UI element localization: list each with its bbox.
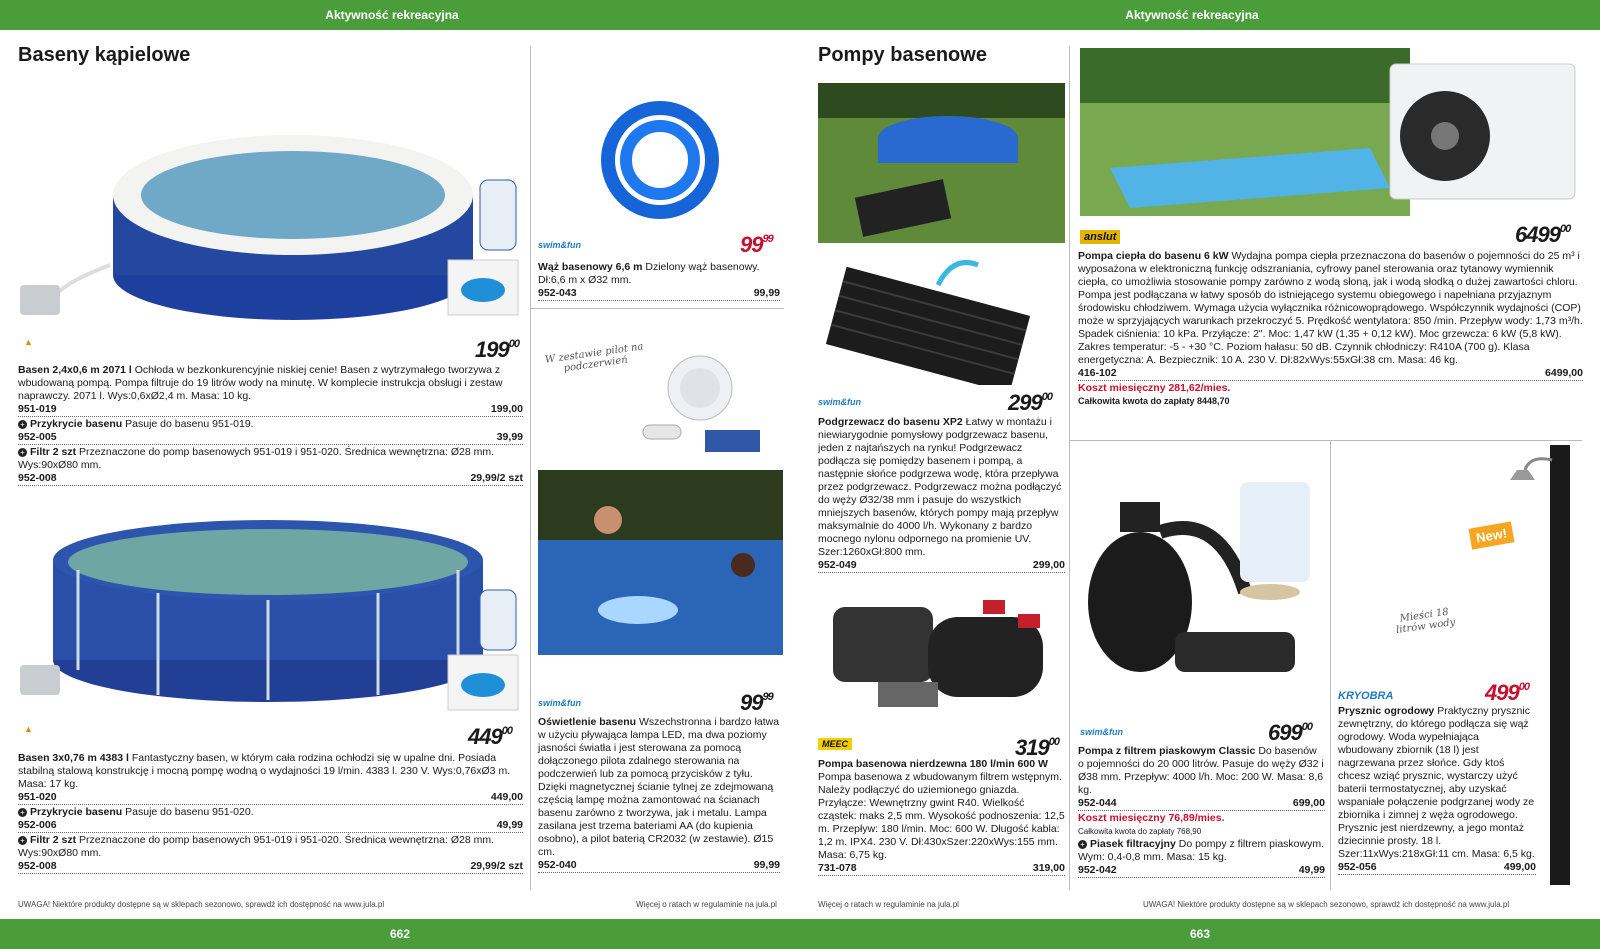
monthly-cost: Koszt miesięczny 281,62/mies.	[1078, 382, 1231, 394]
footer-note: UWAGA! Niektóre produkty dostępne są w sklepach sezonowo, sprawdź ich dostępność na www.jula.pl	[18, 900, 385, 909]
price-tag: $319^{00}$	[1015, 735, 1059, 760]
handwritten-note: W zestawie pilot na podczerwień	[544, 341, 645, 375]
kryobra-logo: KRYOBRA	[1338, 690, 1394, 702]
pool-garden-photo	[1080, 48, 1410, 216]
solar-heater-image	[818, 250, 1038, 385]
page-title-right: Pompy basenowe	[818, 44, 987, 66]
price-tag: 6499$^{00}$	[1515, 222, 1571, 247]
handwritten-note: Mieści 18 litrów wody	[1395, 606, 1457, 637]
bestway-logo: ▲	[24, 337, 33, 347]
product-info: Basen 3x0,76 m 4383 l Fantastyczny basen, w którym cała rodzina ochłodzi się w upalne dni. Posiada stabilną stalową konstrukcję i mocną pompę wodną o wydajności 19 l/min. 4383 l. 230 V. Wys:0,76xØ3 m. Masa: 17 kg. 951-020 449,00 + Przykrycie basenu Pasuje do basenu 951-020. 952-006 49,99 + Filtr 2 szt Przeznaczone do pomp basenowych 951-019 i 951-020. Średnica wewnętrzna: Ø28 mm. Wys:90xØ80 mm. 952-008 29,99/2 szt	[18, 752, 523, 872]
footer-note: UWAGA! Niektóre produkty dostępne są w sklepach sezonowo, sprawdź ich dostępność na www.jula.pl	[1143, 900, 1510, 909]
page-number-left: 662	[389, 927, 411, 941]
price-tag: $99^{99}$	[740, 232, 773, 257]
price-tag: $99^{99}$	[740, 690, 773, 715]
led-lamp-image	[640, 350, 770, 460]
footer-note: Więcej o ratach w regulaminie na jula.pl	[636, 900, 777, 909]
total-payment: Całkowita kwota do zapłaty 8448,70	[1078, 396, 1230, 406]
frame-pool-image	[18, 505, 528, 720]
total-payment: Całkowita kwota do zapłaty 768,90	[1078, 827, 1202, 836]
pool-pump-image	[818, 592, 1065, 717]
monthly-cost: Koszt miesięczny 76,89/mies.	[1078, 812, 1225, 824]
divider	[530, 308, 784, 309]
page-number-right: 663	[1189, 927, 1211, 941]
new-badge: New!	[1469, 521, 1515, 549]
swim-fun-logo: swim&fun	[538, 240, 582, 250]
product-info: Pompa z filtrem piaskowym Classic Do basenów o pojemności do 20 000 litrów. Pasuje do węży Ø32 i Ø38 mm. Przepływ: 4000 l/h. Moc: 200 W. Masa: 8,6 kg. 952-044 699,00 Koszt miesięczny 76,89/mies. Całkowita kwota do zapłaty 768,90 + Piasek filtracyjny Do pompy z filtrem piaskowym. Wym: 0,4-0,8 mm. Masa: 15 kg. 952-042 49,99	[1078, 745, 1325, 876]
round-pool-image	[18, 85, 528, 330]
section-label-left: Aktywność rekreacyjna	[325, 8, 459, 22]
bottom-bar	[0, 919, 1600, 949]
product-info: Pompa basenowa nierdzewna 180 l/min 600 W Pompa basenowa z wbudowanym filtrem wstępnym. Należy podłączyć do uziemionego gniazda. Przyłącze: Wewnętrzny gwint R40. Wielkość cząstek: maks 2,5 mm. Wysokość podnoszenia: 12,5 m. Przepływ: 180 l/min. Moc: 600 W. Długość kabla: 1,2 m. IPX4. 230 V. Dł:430xSzer:220xWys:155 mm. Masa: 6,75 kg. 731-078 319,00	[818, 758, 1065, 874]
product-info: Prysznic ogrodowy Praktyczny prysznic zewnętrzny, do którego podłącza się wąż ogrodowy. Woda wypełniająca wbudowany zbiornik (18 l) jest nagrzewana przez słońce. Gdy ktoś chcesz wziąć prysznic, wystarczy użyć baterii termostatycznej, aby uzyskać wspaniałe połączenie podgrzanej wody ze zbiornika i zimnej z węża ogrodowego. Prysznic jest nierdzewny, a jego montaż dziecinnie prosty. 18 l. Szer:11xWys:218xGł:11 cm. Masa: 6,5 kg. 952-056 499,00	[1338, 705, 1536, 873]
price-tag: $199^{00}$	[475, 337, 519, 362]
pool-light-photo	[538, 470, 783, 655]
product-info: Podgrzewacz do basenu XP2 Łatwy w montażu i niewiarygodnie pomysłowy podgrzewacz basenu, jeden z najtańszych na rynku! Podgrzewacz podłącza się pomiędzy basenem i pompą, a następnie słońce podgrzewa wodę, która przepływa przez podgrzewacz. Podgrzewacz można podłączyć do węży Ø32/38 mm i pasuje do wszystkich mniejszych basenów, których pompy mają przepływ maksymalnie do 4000 l/h. Wykonany z bardzo mocnego nylonu odpornego na promienie UV. Szer:1260xGł:800 mm. 952-049 299,00	[818, 416, 1065, 571]
price-tag: $699^{00}$	[1268, 720, 1312, 745]
price-tag: $299^{00}$	[1008, 390, 1052, 415]
product-info: Basen 2,4x0,6 m 2071 l Ochłoda w bezkonkurencyjnie niskiej cenie! Basen z wytrzymałego tworzywa z wbudowaną pompą. Pompa filtruje do 19 litrów wody na minutę. W komplecie instrukcja obsługi i zestaw naprawczy. 2071 l. Wys:0,6xØ2,4 m. Masa: 10 kg. 951-019 199,00 + Przykrycie basenu Pasuje do basenu 951-019. 952-005 39,99 + Filtr 2 szt Przeznaczone do pomp basenowych 951-019 i 951-020. Średnica wewnętrzna: Ø28 mm. Wys:90xØ80 mm. 952-008 29,99/2 szt	[18, 364, 523, 484]
divider	[1330, 440, 1331, 890]
top-bar	[0, 0, 1600, 30]
section-label-right: Aktywność rekreacyjna	[1125, 8, 1259, 22]
divider	[1069, 46, 1070, 890]
pool-heater-garden-photo	[818, 83, 1065, 243]
swim-fun-logo: swim&fun	[1080, 727, 1124, 737]
meec-logo: MEEC	[818, 738, 852, 750]
divider	[530, 46, 531, 890]
product-info: Oświetlenie basenu Wszechstronna i bardzo łatwa w użyciu pływająca lampa LED, ma dwa poziomy jasności światła i jest sterowana za pomocą dołączonego pilota zdalnego sterowania na podczerwień lub za pomocą przycisków z tyłu. Dzięki magnetycznej ścianie tylnej ze zdejmowaną częścią lampę można zamontować na ścianach basenu zarówno z tworzywa, jak i metalu. Lampa zasilana jest trzema bateriami AA (do kupienia osobno), a pilot baterią CR2032 (w zestawie). Ø15 cm. 952-040 99,99	[538, 716, 780, 871]
page-title-left: Baseny kąpielowe	[18, 44, 191, 66]
price-tag: $449^{00}$	[468, 724, 512, 749]
hose-image	[595, 95, 725, 225]
swim-fun-logo: swim&fun	[538, 698, 582, 708]
product-info: Pompa ciepła do basenu 6 kW Wydajna pompa ciepła przeznaczona do basenów o pojemności do 25 m³ i wyposażona w elektroniczną funkcję odszraniania, cyfrowy panel sterowania oraz tytanowy wymiennik ciepła, co umożliwia stosowanie pompy zarówno z wodą słoną, jak i wodą słodką o dużej zawartości chloru. Pompa jest podłączana w łatwy sposób do istniejącego systemu obiegowego i napełniana przyjaznym środowisku chłodziwem. Wymaga użycia wyłącznika różnicowoprądowego. Współczynnik wydajności (COP) może w sprzyjających warunkach przekroczyć 5. Prędkość wentylatora: 850 /min. Przepływ wody: 1,73 m³/h. Spadek ciśnienia: 10 kPa. Przyłącze: 2". Moc: 1,47 kW (1,35 + 0,12 kW). Moc grzewcza: 6 kW (5,8 kW). Zakres temperatur: -5 - +30 °C. Poziom hałasu: 50 dB. Czynnik chłodniczy: R410A (700 g). Klasa energetyczna: A. Bezpiecznik: 10 A. 230 V. Dł:82xWys:55xGł:38 cm. Masa: 46 kg. 416-102 6499,00 Koszt miesięczny 281,62/mies. Całkowita kwota do zapłaty 8448,70	[1078, 250, 1583, 406]
product-info: Wąż basenowy 6,6 m Dzielony wąż basenowy. Dł:6,6 m x Ø32 mm. 952-043 99,99	[538, 261, 780, 299]
sand-filter-pump-image	[1080, 472, 1325, 697]
bestway-logo: ▲	[24, 724, 33, 734]
heat-pump-image	[1385, 56, 1581, 206]
price-tag: $499^{00}$	[1485, 680, 1529, 705]
swim-fun-logo: swim&fun	[818, 397, 862, 407]
divider	[1069, 440, 1582, 441]
footer-note: Więcej o ratach w regulaminie na jula.pl	[818, 900, 959, 909]
anslut-logo: anslut	[1080, 230, 1120, 244]
